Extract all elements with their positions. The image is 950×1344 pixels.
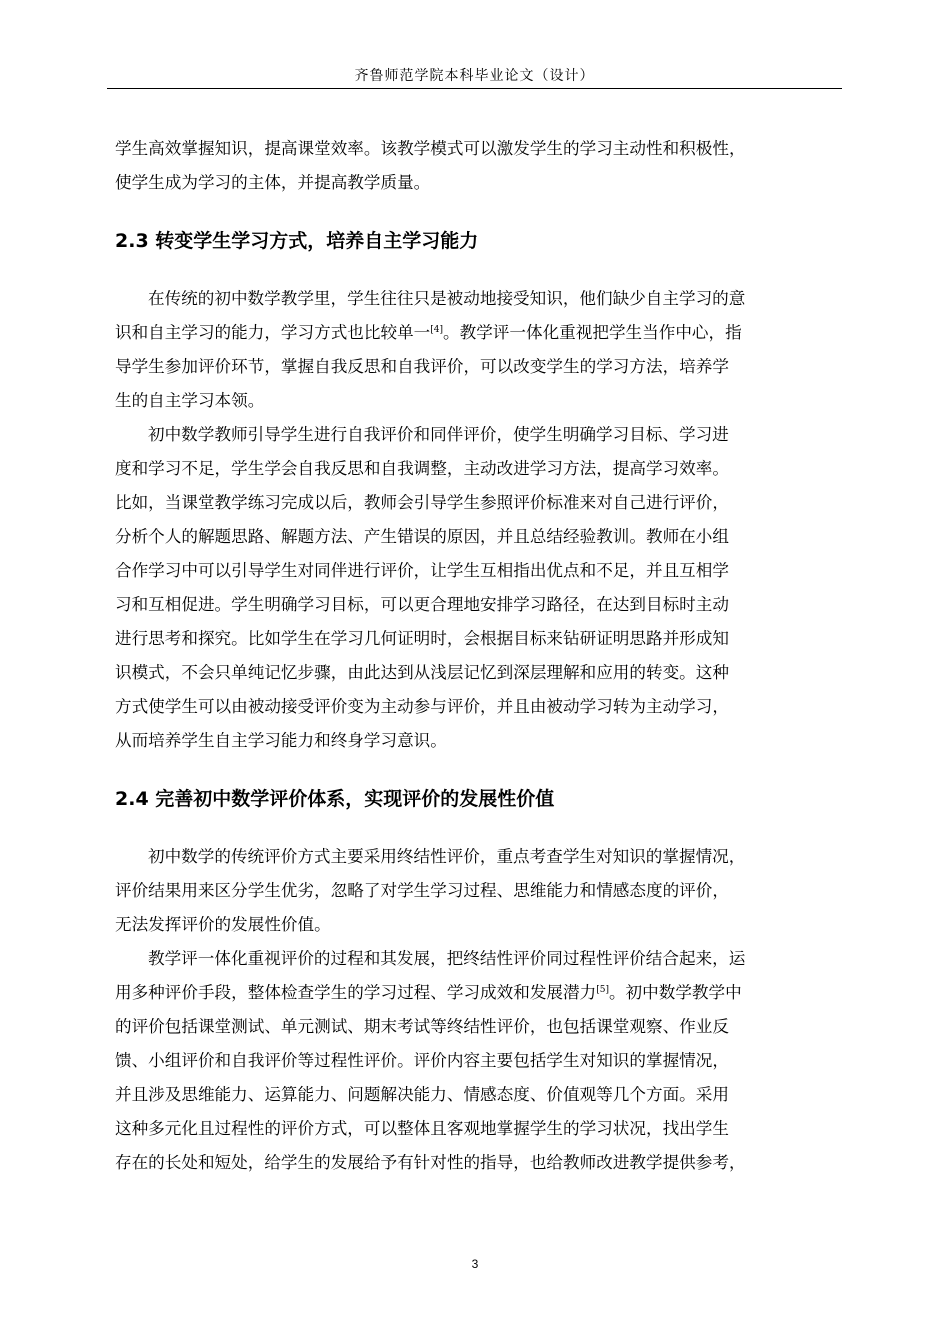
text-line — [115, 976, 850, 1010]
text-line: 进行思考和探究。比如学生在学习几何证明时，会根据目标来钻研证明思路并形成知 — [115, 629, 729, 648]
text-line: 方式使学生可以由被动接受评价变为主动参与评价，并且由被动学习转为主动学习， — [115, 697, 729, 716]
text-line: 合作学习中可以引导学生对同伴进行评价，让学生互相指出优点和不足，并且互相学 — [115, 561, 729, 580]
text-line: 馈、小组评价和自我评价等过程性评价。评价内容主要包括学生对知识的掌握情况， — [115, 1051, 729, 1070]
paragraph — [115, 418, 850, 758]
text-segment: 识和自主学习的能力，学习方式也比较单一 — [115, 323, 431, 342]
text-segment: 。教学评一体化重视把学生当作中心，指 — [443, 323, 742, 342]
text-line: 使学生成为学习的主体，并提高教学质量。 — [115, 173, 431, 192]
text-line: 在传统的初中数学教学里，学生往往只是被动地接受知识，他们缺少自主学习的意 — [148, 289, 746, 308]
text-line: 比如，当课堂教学练习完成以后，教师会引导学生参照评价标准来对自己进行评价， — [115, 493, 729, 512]
text-line: 从而培养学生自主学习能力和终身学习意识。 — [115, 731, 447, 750]
text-line: 导学生参加评价环节，掌握自我反思和自我评价，可以改变学生的学习方法，培养学 — [115, 357, 729, 376]
text-line: 识模式，不会只单纯记忆步骤，由此达到从浅层记忆到深层理解和应用的转变。这种 — [115, 663, 729, 682]
page-number: 3 — [471, 1257, 479, 1271]
text-line: 存在的长处和短处，给学生的发展给予有针对性的指导，也给教师改进教学提供参考， — [115, 1153, 746, 1172]
section-heading-2-3: 2.3 转变学生学习方式，培养自主学习能力 — [115, 230, 479, 252]
text-segment: 。初中数学教学中 — [608, 983, 742, 1002]
text-line: 度和学习不足，学生学会自我反思和自我调整，主动改进学习方法，提高学习效率。 — [115, 459, 729, 478]
paragraph — [115, 942, 850, 1180]
text-line — [115, 316, 850, 350]
text-line: 习和互相促进。学生明确学习目标，可以更合理地安排学习路径，在达到目标时主动 — [115, 595, 729, 614]
text-line: 并且涉及思维能力、运算能力、问题解决能力、情感态度、价值观等几个方面。采用 — [115, 1085, 729, 1104]
text-line: 初中数学教师引导学生进行自我评价和同伴评价，使学生明确学习目标、学习进 — [148, 425, 729, 444]
text-line: 分析个人的解题思路、解题方法、产生错误的原因，并且总结经验教训。教师在小组 — [115, 527, 729, 546]
text-line: 生的自主学习本领。 — [115, 391, 265, 410]
text-line: 的评价包括课堂测试、单元测试、期末考试等终结性评价，也包括课堂观察、作业反 — [115, 1017, 729, 1036]
paragraph — [115, 840, 850, 942]
text-line: 无法发挥评价的发展性价值。 — [115, 915, 331, 934]
citation-ref: [5] — [596, 985, 609, 995]
paragraph — [115, 282, 850, 418]
text-segment: 用多种评价手段，整体检查学生的学习过程、学习成效和发展潜力 — [115, 983, 597, 1002]
citation-ref: [4] — [430, 325, 444, 335]
text-line: 初中数学的传统评价方式主要采用终结性评价，重点考查学生对知识的掌握情况， — [148, 847, 746, 866]
document-body — [115, 132, 850, 1180]
paragraph-continuation — [115, 132, 850, 200]
text-line: 教学评一体化重视评价的过程和其发展，把终结性评价同过程性评价结合起来，运 — [148, 949, 746, 968]
text-line: 评价结果用来区分学生优劣，忽略了对学生学习过程、思维能力和情感态度的评价， — [115, 881, 729, 900]
page-header — [107, 64, 842, 89]
text-line: 学生高效掌握知识，提高课堂效率。该教学模式可以激发学生的学习主动性和积极性， — [115, 139, 746, 158]
section-heading-2-4: 2.4 完善初中数学评价体系，实现评价的发展性价值 — [115, 788, 555, 810]
text-line: 这种多元化且过程性的评价方式，可以整体且客观地掌握学生的学习状况，找出学生 — [115, 1119, 729, 1138]
header-title: 齐鲁师范学院本科毕业论文（设计） — [354, 68, 595, 84]
